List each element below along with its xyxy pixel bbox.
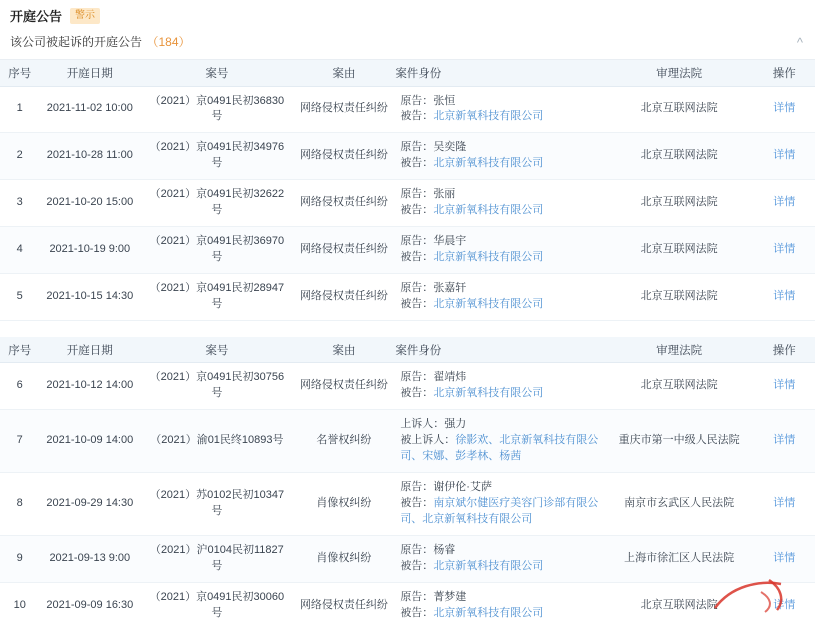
party-role-label: 原告： bbox=[400, 590, 434, 603]
cell-case-no: （2021）京0491民初30756号 bbox=[140, 363, 293, 410]
cell-cause: 网络侵权责任纠纷 bbox=[294, 133, 395, 180]
party-line bbox=[400, 94, 598, 110]
cell-court: 北京互联网法院 bbox=[605, 227, 754, 274]
col-index: 序号 bbox=[0, 60, 39, 86]
cell-action bbox=[754, 274, 815, 321]
detail-link[interactable]: 详情 bbox=[773, 149, 796, 162]
detail-link[interactable]: 详情 bbox=[773, 551, 796, 564]
cell-cause: 肖像权纠纷 bbox=[294, 473, 395, 536]
party-line bbox=[400, 559, 598, 575]
status-badge: 警示 bbox=[70, 8, 100, 24]
cell-parties bbox=[394, 274, 604, 321]
col-date: 开庭日期 bbox=[39, 60, 140, 86]
hearing-table-first bbox=[0, 60, 815, 321]
cell-cause: 网络侵权责任纠纷 bbox=[294, 363, 395, 410]
cell-cause: 网络侵权责任纠纷 bbox=[294, 86, 395, 133]
table-block-second bbox=[0, 337, 815, 622]
cell-parties bbox=[394, 473, 604, 536]
party-role-label: 原告： bbox=[400, 235, 434, 248]
detail-link[interactable]: 详情 bbox=[773, 243, 796, 256]
cell-action bbox=[754, 180, 815, 227]
section-title: 该公司被起诉的开庭公告 bbox=[10, 35, 143, 49]
party-role-label: 原告： bbox=[400, 371, 434, 384]
party-name: 菁梦建 bbox=[433, 590, 467, 603]
party-line bbox=[400, 297, 598, 313]
cell-case-no: （2021）京0491民初36830号 bbox=[140, 86, 293, 133]
cell-case-no: （2021）苏0102民初10347号 bbox=[140, 473, 293, 536]
cell-court: 上海市徐汇区人民法院 bbox=[605, 535, 754, 582]
party-line bbox=[400, 433, 598, 465]
table-header-row bbox=[0, 337, 815, 363]
cell-date: 2021-09-29 14:30 bbox=[39, 473, 140, 536]
party-name: 强力 bbox=[444, 418, 467, 431]
party-name: 吴奕隆 bbox=[433, 141, 467, 154]
cell-parties bbox=[394, 227, 604, 274]
cell-index: 5 bbox=[0, 274, 39, 321]
party-role-label: 被告： bbox=[400, 606, 434, 619]
cell-index: 7 bbox=[0, 410, 39, 473]
table-body-first bbox=[0, 86, 815, 320]
table-row[interactable] bbox=[0, 274, 815, 321]
col-cause: 案由 bbox=[294, 337, 395, 363]
table-row[interactable] bbox=[0, 535, 815, 582]
hearing-table-second bbox=[0, 337, 815, 622]
cell-action bbox=[754, 227, 815, 274]
cell-index: 1 bbox=[0, 86, 39, 133]
cell-case-no: （2021）京0491民初30060号 bbox=[140, 582, 293, 622]
cell-date: 2021-10-09 14:00 bbox=[39, 410, 140, 473]
cell-parties bbox=[394, 133, 604, 180]
party-line bbox=[400, 543, 598, 559]
party-org-link[interactable]: 北京新氧科技有限公司 bbox=[433, 559, 544, 572]
cell-case-no: （2021）渝01民终10893号 bbox=[140, 410, 293, 473]
cell-parties bbox=[394, 86, 604, 133]
col-cause: 案由 bbox=[294, 60, 395, 86]
party-line bbox=[400, 140, 598, 156]
party-role-label: 被告： bbox=[400, 110, 434, 123]
table-row[interactable] bbox=[0, 180, 815, 227]
col-action: 操作 bbox=[754, 337, 815, 363]
party-org-link[interactable]: 徐影欢、北京新氧科技有限公司、宋娜、彭孝林、杨茜 bbox=[400, 434, 599, 463]
cell-cause: 肖像权纠纷 bbox=[294, 535, 395, 582]
cell-date: 2021-09-13 9:00 bbox=[39, 535, 140, 582]
cell-action bbox=[754, 473, 815, 536]
table-row[interactable] bbox=[0, 133, 815, 180]
party-org-link[interactable]: 北京新氧科技有限公司 bbox=[433, 110, 544, 123]
cell-action bbox=[754, 363, 815, 410]
party-line bbox=[400, 386, 598, 402]
table-body-second bbox=[0, 363, 815, 622]
party-line bbox=[400, 250, 598, 266]
cell-parties bbox=[394, 180, 604, 227]
cell-date: 2021-11-02 10:00 bbox=[39, 86, 140, 133]
table-row[interactable] bbox=[0, 582, 815, 622]
cell-cause: 网络侵权责任纠纷 bbox=[294, 227, 395, 274]
cell-parties bbox=[394, 582, 604, 622]
cell-date: 2021-10-12 14:00 bbox=[39, 363, 140, 410]
col-caseno: 案号 bbox=[140, 60, 293, 86]
cell-action bbox=[754, 133, 815, 180]
cell-court: 北京互联网法院 bbox=[605, 363, 754, 410]
cell-action bbox=[754, 582, 815, 622]
cell-parties bbox=[394, 410, 604, 473]
col-parties: 案件身份 bbox=[394, 337, 604, 363]
chevron-up-icon[interactable]: ^ bbox=[796, 34, 803, 50]
table-block-first bbox=[0, 60, 815, 321]
party-line bbox=[400, 496, 598, 528]
party-role-label: 原告： bbox=[400, 188, 434, 201]
col-court: 审理法院 bbox=[605, 60, 754, 86]
party-line bbox=[400, 606, 598, 622]
party-line bbox=[400, 187, 598, 203]
cell-case-no: （2021）京0491民初32622号 bbox=[140, 180, 293, 227]
cell-index: 10 bbox=[0, 582, 39, 622]
cell-court: 北京互联网法院 bbox=[605, 86, 754, 133]
party-line bbox=[400, 281, 598, 297]
table-row[interactable] bbox=[0, 86, 815, 133]
party-name: 张丽 bbox=[433, 188, 456, 201]
table-row[interactable] bbox=[0, 227, 815, 274]
cell-index: 9 bbox=[0, 535, 39, 582]
cell-court: 北京互联网法院 bbox=[605, 274, 754, 321]
party-org-link[interactable]: 北京新氧科技有限公司 bbox=[433, 387, 544, 400]
detail-link[interactable]: 详情 bbox=[773, 434, 796, 447]
cell-action bbox=[754, 410, 815, 473]
cell-court: 南京市玄武区人民法院 bbox=[605, 473, 754, 536]
party-line bbox=[400, 480, 598, 496]
party-role-label: 原告： bbox=[400, 94, 434, 107]
detail-link[interactable]: 详情 bbox=[773, 379, 796, 392]
party-role-label: 被告： bbox=[400, 497, 434, 509]
cell-date: 2021-10-15 14:30 bbox=[39, 274, 140, 321]
cell-cause: 网络侵权责任纠纷 bbox=[294, 582, 395, 622]
cell-court: 北京互联网法院 bbox=[605, 582, 754, 622]
party-org-link[interactable]: 北京新氧科技有限公司 bbox=[433, 157, 544, 170]
cell-court: 北京互联网法院 bbox=[605, 180, 754, 227]
cell-parties bbox=[394, 363, 604, 410]
cell-index: 2 bbox=[0, 133, 39, 180]
cell-cause: 网络侵权责任纠纷 bbox=[294, 274, 395, 321]
page-header bbox=[0, 0, 815, 27]
party-role-label: 被上诉人： bbox=[400, 434, 456, 447]
party-org-link[interactable]: 北京新氧科技有限公司 bbox=[433, 297, 544, 310]
party-name: 张恒 bbox=[433, 94, 456, 107]
party-name: 杨睿 bbox=[433, 543, 456, 556]
party-line bbox=[400, 370, 598, 386]
party-org-link[interactable]: 北京新氧科技有限公司 bbox=[433, 204, 544, 217]
cell-date: 2021-09-09 16:30 bbox=[39, 582, 140, 622]
party-role-label: 被告： bbox=[400, 251, 434, 264]
cell-case-no: （2021）京0491民初28947号 bbox=[140, 274, 293, 321]
party-org-link[interactable]: 北京新氧科技有限公司 bbox=[433, 606, 544, 619]
party-org-link[interactable]: 北京新氧科技有限公司 bbox=[433, 251, 544, 264]
party-line bbox=[400, 156, 598, 172]
party-org-link[interactable]: 南京斌尔健医疗美容门诊部有限公司、北京新氧科技有限公司 bbox=[400, 497, 599, 525]
party-name: 张嘉轩 bbox=[433, 282, 467, 294]
col-caseno: 案号 bbox=[140, 337, 293, 363]
col-court: 审理法院 bbox=[605, 337, 754, 363]
col-parties: 案件身份 bbox=[394, 60, 604, 86]
cell-court: 北京互联网法院 bbox=[605, 133, 754, 180]
party-role-label: 被告： bbox=[400, 204, 434, 217]
col-date: 开庭日期 bbox=[39, 337, 140, 363]
cell-index: 8 bbox=[0, 473, 39, 536]
party-role-label: 原告： bbox=[400, 141, 434, 154]
party-role-label: 原告： bbox=[400, 481, 434, 494]
col-index: 序号 bbox=[0, 337, 39, 363]
cell-case-no: （2021）京0491民初34976号 bbox=[140, 133, 293, 180]
party-role-label: 被告： bbox=[400, 559, 434, 572]
party-name: 翟靖炜 bbox=[433, 371, 467, 384]
cell-court: 重庆市第一中级人民法院 bbox=[605, 410, 754, 473]
cell-action bbox=[754, 535, 815, 582]
col-action: 操作 bbox=[754, 60, 815, 86]
party-name: 谢伊伦·艾萨 bbox=[433, 481, 492, 494]
cell-case-no: （2021）京0491民初36970号 bbox=[140, 227, 293, 274]
section-count: （184） bbox=[146, 35, 191, 49]
detail-link[interactable]: 详情 bbox=[773, 598, 796, 611]
party-role-label: 原告： bbox=[400, 543, 434, 556]
detail-link[interactable]: 详情 bbox=[773, 497, 796, 509]
party-line bbox=[400, 203, 598, 219]
table-header-row bbox=[0, 60, 815, 86]
cell-date: 2021-10-20 15:00 bbox=[39, 180, 140, 227]
cell-index: 6 bbox=[0, 363, 39, 410]
table-row[interactable] bbox=[0, 363, 815, 410]
party-role-label: 被告： bbox=[400, 387, 434, 400]
cell-date: 2021-10-28 11:00 bbox=[39, 133, 140, 180]
page-title: 开庭公告 bbox=[10, 9, 63, 24]
cell-index: 4 bbox=[0, 227, 39, 274]
cell-parties bbox=[394, 535, 604, 582]
party-role-label: 原告： bbox=[400, 282, 434, 294]
table-row[interactable] bbox=[0, 473, 815, 536]
section-header[interactable] bbox=[0, 27, 815, 60]
detail-link[interactable]: 详情 bbox=[773, 289, 796, 302]
party-line bbox=[400, 109, 598, 125]
party-line bbox=[400, 417, 598, 433]
detail-link[interactable]: 详情 bbox=[773, 102, 796, 115]
party-line bbox=[400, 234, 598, 250]
cell-index: 3 bbox=[0, 180, 39, 227]
party-name: 华晨宇 bbox=[433, 235, 467, 248]
table-row[interactable] bbox=[0, 410, 815, 473]
cell-date: 2021-10-19 9:00 bbox=[39, 227, 140, 274]
cell-cause: 网络侵权责任纠纷 bbox=[294, 180, 395, 227]
party-role-label: 被告： bbox=[400, 157, 434, 170]
cell-case-no: （2021）沪0104民初11827号 bbox=[140, 535, 293, 582]
party-line bbox=[400, 590, 598, 606]
cell-action bbox=[754, 86, 815, 133]
detail-link[interactable]: 详情 bbox=[773, 196, 796, 209]
cell-cause: 名誉权纠纷 bbox=[294, 410, 395, 473]
party-role-label: 被告： bbox=[400, 297, 434, 310]
party-role-label: 上诉人： bbox=[400, 418, 445, 431]
